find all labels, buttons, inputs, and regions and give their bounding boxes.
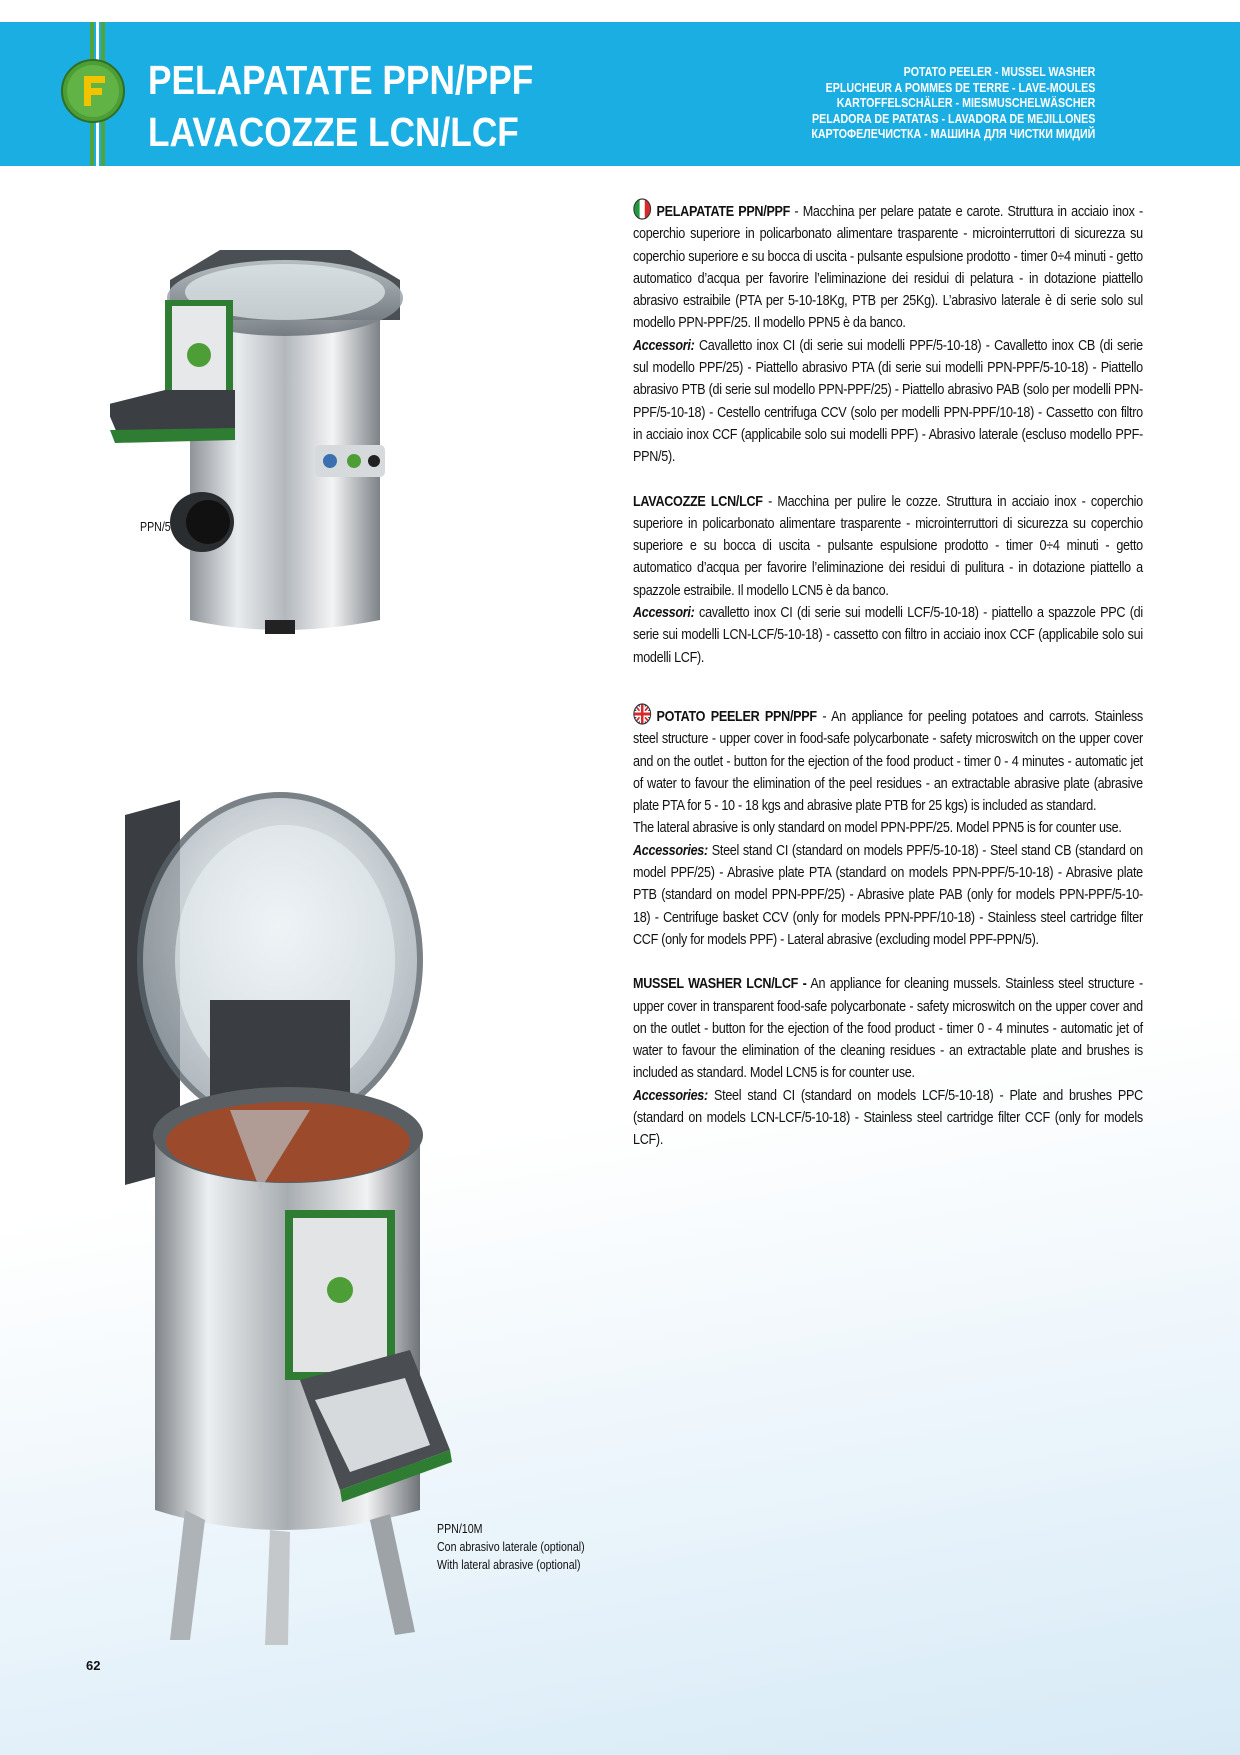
en-peeler-acc-body: Steel stand CI (standard on models PPF/5-10-18) - Steel stand CB (standard on model PPF/25) - Abrasive plate PTA (standard on models PPN-PPF/5-10-18) - Abrasive plate PTB (standard on model PPN-PPF/25) - Abrasive plate PAB (only for models PPN-PPF/5-10-18) - Centrifuge basket CCV (only for models PPN-PPF/10-18) - Stainless steel cartridge filter CCF (only for models PPF) - Lateral abrasive (excluding model PPF-PPN/5). [633, 841, 1143, 948]
en-peeler-acc-label: Accessories: [633, 841, 708, 859]
caption-bottom: PPN/10M Con abrasivo laterale (optional) With lateral abrasive (optional) [437, 1522, 585, 1572]
product-photo-ppn10m [110, 790, 460, 1650]
title-line-2: LAVACOZZE LCN/LCF [148, 109, 519, 155]
italy-flag-icon [633, 198, 651, 220]
page-title [148, 54, 533, 158]
subtitle-fr: EPLUCHEUR A POMMES DE TERRE - LAVE-MOULES [825, 79, 1095, 95]
it-washer-accessories [633, 602, 1143, 669]
it-washer-paragraph [633, 491, 1143, 602]
it-peeler-body: - Macchina per pelare patate e carote. Struttura in acciaio inox - coperchio superiore in policarbonato alimentare trasparente - microinterruttori di sicurezza su coperchio superiore e su bocca di uscita - pulsante espulsione prodotto - timer 0÷4 minuti - getto automatico d’acqua per favorire l’eliminazione dei residui di pelatura - in dotazione piattello abrasivo estraibile (PTA per 5-10-18Kg, PTB per 25Kg). L’abrasivo laterale è di serie solo sul modello PPN-PPF/25. Il modello PPN5 è da banco. [633, 203, 1143, 332]
it-peeler-paragraph [633, 198, 1143, 335]
en-washer-heading: MUSSEL WASHER LCN/LCF - [633, 975, 807, 993]
it-peeler-acc-label: Accessori: [633, 336, 695, 354]
it-washer-body: - Macchina per pulire le cozze. Struttura in acciaio inox - coperchio superiore in policarbonato alimentare trasparente - microinterruttori di sicurezza su coperchio superiore e su bocca di uscita - pulsante espulsione prodotto - timer 0÷4 minuti - getto automatico d’acqua per favorire l’eliminazione dei residui di pulitura - in dotazione piattello a spazzole estraibile. Il modello LCN5 è da banco. [633, 492, 1143, 599]
it-peeler-accessories [633, 335, 1143, 469]
en-peeler-paragraph [633, 703, 1143, 817]
it-washer-heading: LAVACOZZE LCN/LCF [633, 492, 763, 510]
subtitle-es: PELADORA DE PATATAS - LAVADORA DE MEJILLONES [811, 110, 1095, 126]
it-washer-acc-body: cavalletto inox CI (di serie sui modelli LCF/5-10-18) - piattello a spazzole PPC (di serie sui modelli LCN-LCF/5-10-18) - cassetto con filtro in acciaio inox CCF (applicabile solo sui modelli LCF). [633, 604, 1143, 666]
brand-logo-icon [60, 58, 126, 124]
it-washer-acc-label: Accessori: [633, 604, 695, 622]
en-washer-paragraph [633, 973, 1143, 1084]
en-washer-acc-body: Steel stand CI (standard on models LCF/5-10-18) - Plate and brushes PPC (standard on models LCN-LCF/5-10-18) - Stainless steel cartridge filter CCF (only for models LCF). [633, 1086, 1143, 1149]
it-peeler-acc-body: Cavalletto inox CI (di serie sui modelli PPF/5-10-18) - Cavalletto inox CB (di serie sul modello PPF/25) - Piattello abrasivo PTA (di serie sui modelli PPN-PPF/5-10-18) - Piattello abrasivo PTB (di serie sul modello PPN-PPF/25) - Piattello abrasivo PAB (solo per modelli PPN-PPF/5-10-18) - Cestello centrifuga CCV (solo per modelli PPN-PPF/10-18) - Cassetto con filtro in acciaio inox CCF (applicabile solo sui modelli PPF) - Abrasivo laterale (escluso modello PPF-PPN/5). [633, 336, 1143, 466]
caption-top: PPN/5 [140, 520, 171, 534]
product-photo-ppn5 [110, 240, 440, 660]
subtitle-en: POTATO PEELER - MUSSEL WASHER [903, 64, 1095, 79]
en-peeler-heading: POTATO PEELER PPN/PPF [656, 707, 817, 725]
en-peeler-accessories [633, 840, 1143, 951]
en-washer-acc-label: Accessories: [633, 1086, 708, 1104]
en-peeler-paragraph-2: The lateral abrasive is only standard on model PPN-PPF/25. Model PPN5 is for counter use. [633, 819, 1122, 837]
en-washer-body: An appliance for cleaning mussels. Stainless steel structure - upper cover in transparent food-safe polycarbonate - safety microswitch on the upper cover and on the outlet - button for the ejection of the food product - timer 0 - 4 minutes - automatic jet of water to favour the elimination of the cleaning residues - an extractable plate and brushes is included as standard. Model LCN5 is for counter use. [633, 975, 1143, 1082]
en-washer-accessories [633, 1085, 1143, 1152]
uk-flag-icon [633, 703, 651, 725]
subtitle-de: KARTOFFELSCHÄLER - MIESMUSCHELWÄSCHER [836, 95, 1095, 110]
en-peeler-body: - An appliance for peeling potatoes and carrots. Stainless steel structure - upper cover in food-safe polycarbonate - safety microswitch on the upper cover and on the outlet - button for the ejection of the food product - timer 0 - 4 minutes - automatic jet of water to favour the elimination of the peel residues - an extractable abrasive plate (abrasive plate PTA for 5 - 10 - 18 kgs and abrasive plate PTB for 25 kgs) is included as standard. [633, 707, 1143, 815]
header-subtitles [811, 64, 1095, 142]
it-peeler-heading: PELAPATATE PPN/PPF [656, 203, 791, 220]
page-number: 62 [86, 1658, 101, 1673]
subtitle-ru: КАРТОФЕЛЕЧИСТКА - МАШИНА ДЛЯ ЧИСТКИ МИДИЙ [811, 126, 1095, 141]
title-line-1: PELAPATATE PPN/PPF [148, 57, 534, 103]
text-column [633, 198, 1143, 1152]
